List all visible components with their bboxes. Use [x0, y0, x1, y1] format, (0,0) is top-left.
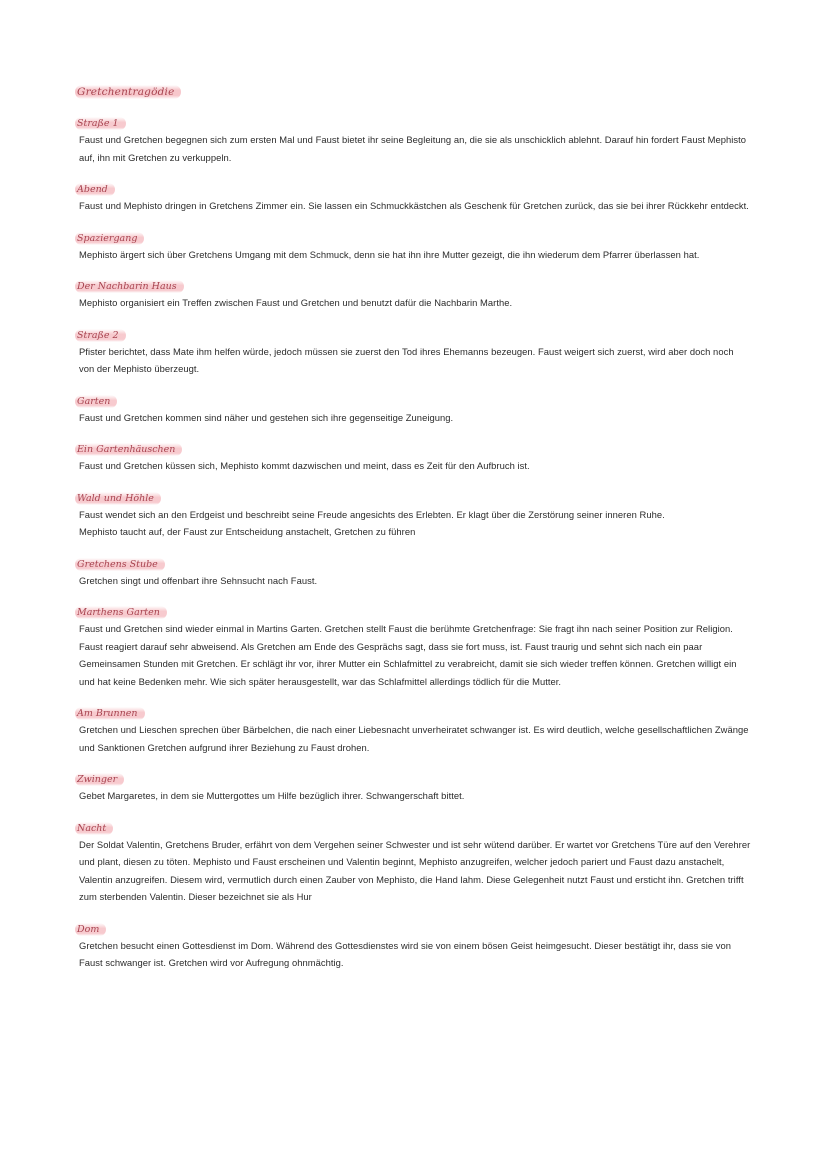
section-gretchens-stube: [79, 554, 751, 590]
section-heading: Am Brunnen: [75, 707, 145, 720]
section-text: Gretchen singt und offenbart ihre Sehnsucht nach Faust.: [79, 574, 318, 586]
section-text: Faust und Gretchen küssen sich, Mephisto kommt dazwischen und meint, dass es Zeit für den Aufbruch ist.: [79, 460, 530, 471]
section-abend: [79, 179, 751, 215]
section-text: Faust und Gretchen begegnen sich zum ersten Mal und Faust bietet ihr seine Begleitung an, die sie als unschicklich ablehnt. Darauf hin fordert Faust Mephisto auf, ihn mit Gretchen zu verkuppeln.: [79, 134, 747, 163]
section-text: Pfister berichtet, dass Mate ihm helfen würde, jedoch müssen sie zuerst den Tod ihres Ehemanns bezeugen. Faust weigert sich zuerst, wird aber doch noch von der Mephisto überzeugt.: [79, 345, 734, 374]
section-ein-gartenhaeuschen: [79, 439, 751, 475]
section-am-brunnen: [79, 703, 751, 756]
section-spaziergang: [79, 228, 751, 264]
section-text: Faust und Gretchen kommen sind näher und gestehen sich ihre gegenseitige Zuneigung.: [79, 411, 454, 423]
section-text: Faust und Mephisto dringen in Gretchens Zimmer ein. Sie lassen ein Schmuckkästchen als Geschenk für Gretchen zurück, das sie bei ihrer Rückkehr entdeckt.: [79, 200, 749, 211]
section-garten: [79, 391, 751, 427]
section-nacht: [79, 818, 751, 906]
section-strasse-1: [79, 113, 751, 166]
section-heading: Dom: [75, 923, 106, 936]
document-content: [79, 82, 751, 972]
section-heading: Ein Gartenhäuschen: [75, 443, 182, 456]
section-heading: Der Nachbarin Haus: [75, 280, 184, 293]
section-text: Faust wendet sich an den Erdgeist und beschreibt seine Freude angesichts des Erlebten. Er klagt über die Zerstörung seiner inneren Ruhe. Mephisto taucht auf, der Faust zur Entscheidung anstachelt, Gretchen zu führen: [79, 508, 665, 537]
section-heading: Straße 2: [75, 329, 126, 342]
section-text: Mephisto ärgert sich über Gretchens Umgang mit dem Schmuck, denn sie hat ihn ihre Mutter gezeigt, die ihn wiederum dem Pfarrer überlassen hat.: [79, 248, 700, 260]
section-heading: Abend: [75, 183, 115, 196]
section-text: Faust und Gretchen sind wieder einmal in Martins Garten. Gretchen stellt Faust die berühmte Gretchenfrage: Sie fragt ihn nach seiner Position zur Religion. Faust reagiert darauf sehr abweisend. Als Gretchen am Ende des Gesprächs sagt, dass sie fort muss, ist. Faust traurig und sehnt sich nach ein paar Gemeinsamen Stunden mit Gretchen. Er schlägt ihr vor, ihrer Mutter ein Schlafmittel zu verabreicht, damit sie sich wieder treffen können. Gretchen willigt ein und hat keine Bedenken mehr. Wie sich später herausgestellt, war das Schlafmittel allerdings tödlich für die Mutter.: [79, 623, 737, 687]
section-zwinger: [79, 769, 751, 805]
section-text: Gretchen und Lieschen sprechen über Bärbelchen, die nach einer Liebesnacht unverheiratet schwanger ist. Es wird deutlich, welche gesellschaftlichen Zwänge und Sanktionen Gretchen aufgrund ihrer Beziehung zu Faust drohen.: [79, 724, 749, 753]
document-title: Gretchentragödie: [75, 85, 181, 99]
section-text: Mephisto organisiert ein Treffen zwischen Faust und Gretchen und benutzt dafür die Nachbarin Marthe.: [79, 297, 513, 308]
section-text: Gebet Margaretes, in dem sie Muttergottes um Hilfe bezüglich ihrer. Schwangerschaft bittet.: [79, 790, 465, 801]
section-dom: [79, 919, 751, 972]
section-heading: Nacht: [75, 822, 113, 835]
section-heading: Straße 1: [75, 117, 126, 130]
section-heading: Gretchens Stube: [75, 558, 165, 571]
section-marthens-garten: [79, 602, 751, 690]
section-text: Der Soldat Valentin, Gretchens Bruder, erfährt von dem Vergehen seiner Schwester und ist sehr wütend darüber. Er wartet vor Gretchens Türe auf den Verehrer und plant, diesen zu töten. Mephisto und Faust erscheinen und Valentin beginnt, Mephisto anzugreifen, welcher jedoch pariert und Faust dazu anstachelt, Valentin anzugreifen. Diesem wird, vermutlich durch einen Zauber von Mephisto, die Hand lahm. Diese Gelegenheit nutzt Faust und ersticht ihn. Gretchen trifft zum sterbenden Valentin. Dieser bezeichnet sie als Hur: [79, 838, 751, 902]
section-der-nachbarin-haus: [79, 276, 751, 312]
section-heading: Zwinger: [75, 773, 124, 786]
section-heading: Wald und Höhle: [75, 492, 161, 505]
section-heading: Garten: [75, 395, 117, 408]
section-strasse-2: [79, 325, 751, 378]
section-wald-und-hoehle: [79, 488, 751, 541]
section-text: Gretchen besucht einen Gottesdienst im Dom. Während des Gottesdienstes wird sie von einem bösen Geist heimgesucht. Dieser bestätigt ihr, dass sie von Faust schwanger ist. Gretchen wird vor Aufregung ohnmächtig.: [79, 939, 732, 968]
section-heading: Marthens Garten: [75, 606, 167, 619]
section-heading: Spaziergang: [75, 232, 144, 245]
